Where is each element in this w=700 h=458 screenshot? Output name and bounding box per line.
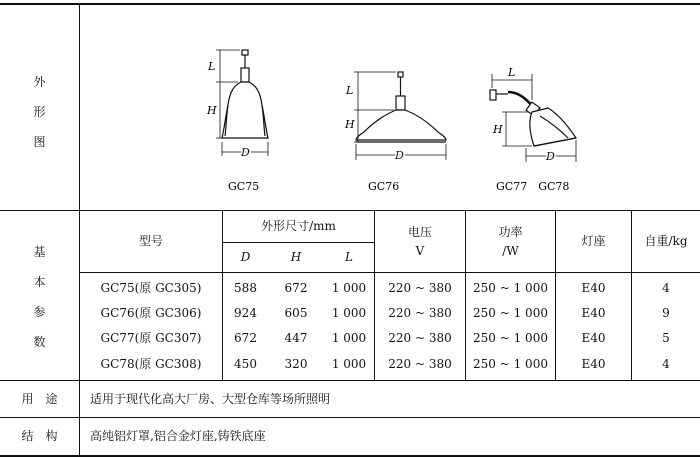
- cell-weight: 9: [662, 305, 670, 320]
- cell-l: 1 000: [331, 280, 367, 295]
- gc77-label-l: L: [508, 66, 516, 79]
- label-params-char-1: 基: [33, 245, 46, 259]
- header-voltage: [375, 211, 465, 272]
- label-params-char-4: 数: [33, 335, 46, 349]
- cell-socket: E40: [581, 280, 606, 295]
- cell-power: 250 ~ 1 000: [473, 305, 548, 320]
- header-size-l: L: [345, 250, 353, 264]
- gc77-label-d: D: [546, 150, 555, 163]
- header-model: 型号: [138, 234, 163, 248]
- cell-model: GC78(原 GC308): [100, 356, 202, 371]
- header-power-label: 功率: [498, 224, 523, 239]
- gc76-caption: GC76: [368, 180, 400, 193]
- header-size-h: H: [290, 250, 302, 264]
- gc77-arm: [508, 92, 532, 106]
- gc77-wall-mount: [490, 90, 496, 100]
- cell-voltage: 220 ~ 380: [388, 356, 452, 371]
- label-params-char-3: 参: [33, 305, 46, 319]
- cell-l: 1 000: [331, 356, 367, 371]
- cell-model: GC76(原 GC306): [100, 305, 202, 320]
- gc75-label-l: L: [208, 60, 216, 73]
- gc75-socket: [241, 68, 249, 82]
- gc76-hook: [398, 72, 403, 77]
- gc77-gc78-caption: GC77 GC78: [496, 180, 570, 193]
- cell-model: GC75(原 GC305): [100, 280, 202, 295]
- gc75-label-d: D: [241, 146, 250, 159]
- cell-power: 250 ~ 1 000: [473, 330, 548, 345]
- figure-gc77-gc78: [482, 30, 602, 200]
- label-outline-char-2: 形: [33, 105, 46, 119]
- header-voltage-unit: V: [415, 243, 425, 258]
- cell-voltage: 220 ~ 380: [388, 305, 452, 320]
- cell-voltage: 220 ~ 380: [388, 330, 452, 345]
- gc76-socket: [396, 96, 405, 110]
- gc75-hook: [242, 50, 248, 55]
- gc75-shade: [222, 82, 268, 138]
- header-weight: 自重/kg: [644, 234, 688, 248]
- top-border: [0, 3, 700, 5]
- cell-socket: E40: [581, 305, 606, 320]
- header-power: [466, 211, 555, 272]
- cell-power: 250 ~ 1 000: [473, 280, 548, 295]
- header-size-d: D: [240, 250, 251, 264]
- gc76-label-d: D: [395, 149, 404, 162]
- gc77-shade: [530, 108, 576, 146]
- label-basic-params: [0, 238, 79, 356]
- cell-d: 672: [234, 330, 257, 345]
- label-params-char-2: 本: [33, 275, 46, 289]
- bottom-border: [0, 455, 700, 457]
- cell-power: 250 ~ 1 000: [473, 356, 548, 371]
- cell-model: GC77(原 GC307): [100, 330, 202, 345]
- gc77-label-h: H: [493, 123, 503, 136]
- cell-h: 672: [284, 280, 308, 295]
- label-structure: 结 构: [21, 429, 58, 443]
- header-voltage-label: 电压: [407, 224, 432, 239]
- header-size: 外形尺寸/mm: [261, 219, 336, 233]
- cell-weight: 5: [662, 330, 670, 345]
- cell-weight: 4: [662, 356, 670, 371]
- cell-d: 924: [234, 305, 257, 320]
- figure-gc76: [334, 30, 464, 200]
- label-outline-char-1: 外: [33, 75, 46, 89]
- cell-voltage: 220 ~ 380: [388, 280, 452, 295]
- header-power-unit: /W: [502, 243, 519, 258]
- gc76-label-l: L: [346, 84, 354, 97]
- label-usage: 用 途: [21, 391, 58, 406]
- cell-socket: E40: [581, 356, 606, 371]
- cell-h: 447: [284, 330, 308, 345]
- structure-text: 高纯铝灯罩,铝合金灯座,铸铁底座: [90, 429, 266, 443]
- label-outline-char-3: 图: [33, 135, 46, 149]
- header-divider-bottom: [80, 272, 700, 273]
- figure-gc75: [190, 30, 300, 200]
- cell-h: 605: [284, 305, 308, 320]
- cell-l: 1 000: [331, 305, 367, 320]
- cell-weight: 4: [662, 280, 670, 295]
- label-outline-drawing: [0, 62, 79, 162]
- cell-d: 588: [234, 280, 257, 295]
- gc75-label-h: H: [207, 104, 217, 117]
- cell-socket: E40: [581, 330, 606, 345]
- cell-l: 1 000: [331, 330, 367, 345]
- gc75-caption: GC75: [228, 180, 260, 193]
- gc76-shade: [356, 110, 446, 140]
- cell-d: 450: [234, 356, 257, 371]
- gc76-label-h: H: [345, 118, 355, 131]
- usage-text: 适用于现代化高大厂房、大型仓库等场所照明: [90, 391, 331, 406]
- cell-h: 320: [284, 356, 308, 371]
- header-socket: 灯座: [581, 234, 606, 248]
